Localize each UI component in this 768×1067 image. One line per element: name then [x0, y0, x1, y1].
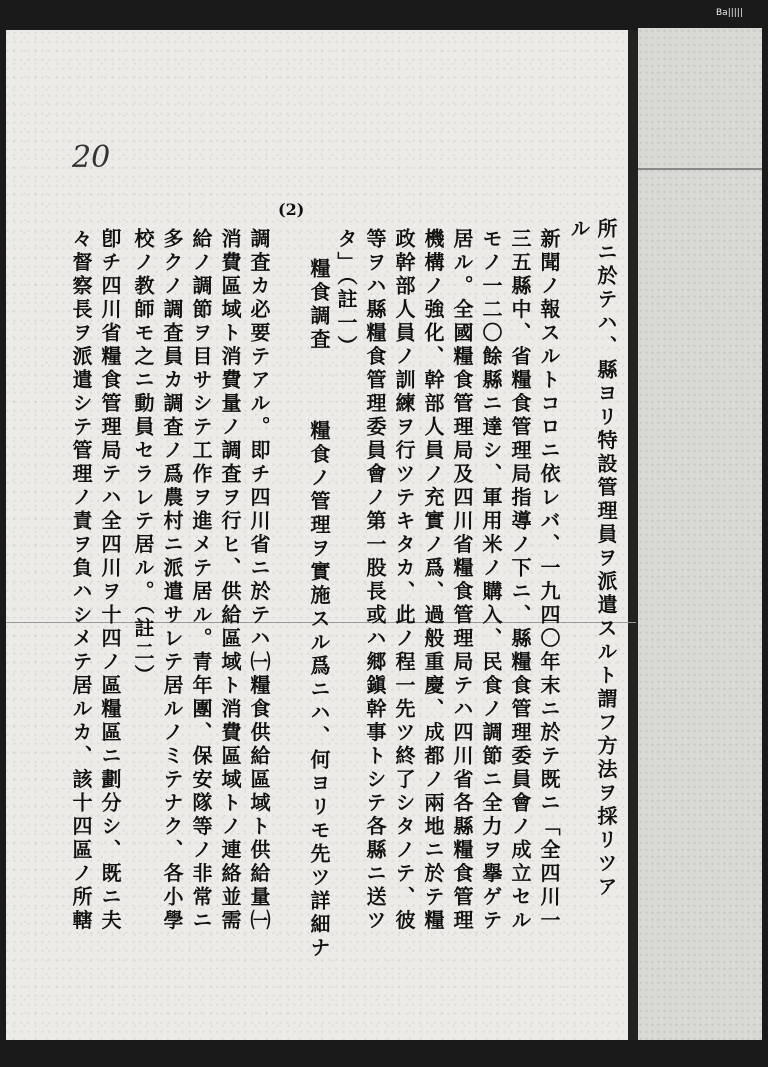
text-column: 政幹部人員ノ訓練ヲ行ツテキタカ、此ノ程一先ツ終了シタノテ、彼: [392, 228, 416, 933]
page-number: 20: [72, 140, 111, 175]
page-binding-edge: [628, 30, 638, 1040]
text-column: 等ヲハ縣糧食管理委員會ノ第一股長或ハ郷鎭幹事トシテ各縣ニ送ツ: [363, 228, 387, 933]
corner-mark: Ba|||||: [716, 8, 743, 18]
text-column: 新聞ノ報スルトコロニ依レバ、一九四〇年末ニ於テ既ニ「全四川一: [537, 228, 561, 933]
text-column: 校ノ教師モ之ニ動員セラレテ居ル。（註二）: [131, 228, 155, 688]
text-column: 多クノ調査員カ調査ノ爲農村ニ派遣サレテ居ルノミテナク、各小學: [160, 228, 184, 933]
text-column: 給ノ調節ヲ目サシテ工作ヲ進メテ居ル。青年團、保安隊等ノ非常ニ: [189, 228, 213, 933]
text-column: 機構ノ強化、幹部人員ノ充實ノ爲、過般重慶、成都ノ兩地ニ於テ糧: [421, 228, 445, 933]
text-column: 糧食ノ管理ヲ實施スル爲ニハ、何ヨリモ先ツ詳細ナ: [307, 420, 331, 961]
text-column: 調査カ必要テアル。即チ四川省ニ於テハ㈠糧食供給區域ト供給量㈠: [247, 228, 271, 933]
text-column: 居ル。全國糧食管理局及四川省糧食管理局テハ四川省各縣糧食管理: [450, 228, 474, 933]
section-number: (2): [278, 200, 305, 219]
text-column: 々督察長ヲ派遣シテ管理ノ責ヲ負ハシメテ居ルカ、該十四區ノ所轄: [69, 228, 93, 933]
text-column: ル: [567, 218, 591, 242]
fold-mark: [638, 168, 762, 170]
adjacent-page: [638, 28, 762, 1040]
text-column: 卽チ四川省糧食管理局テハ全四川ヲ十四ノ區糧區ニ劃分シ、既ニ夫: [98, 228, 122, 933]
text-column: 三五縣中、省糧食管理局指導ノ下ニ、縣糧食管理委員會ノ成立セル: [508, 228, 532, 933]
section-heading: 糧食調査: [307, 258, 331, 352]
text-column: タ」（註一）: [334, 228, 358, 359]
text-column: モノ一二〇餘縣ニ達シ、軍用米ノ購入、民食ノ調節ニ全力ヲ擧ゲテ: [479, 228, 503, 933]
text-column: 所ニ於テハ、縣ヨリ特設管理員ヲ派遣スルト謂フ方法ヲ採リツア: [594, 218, 618, 900]
text-column: 消費區域ト消費量ノ調査ヲ行ヒ、供給區域ト消費區域トノ連絡並需: [218, 228, 242, 933]
